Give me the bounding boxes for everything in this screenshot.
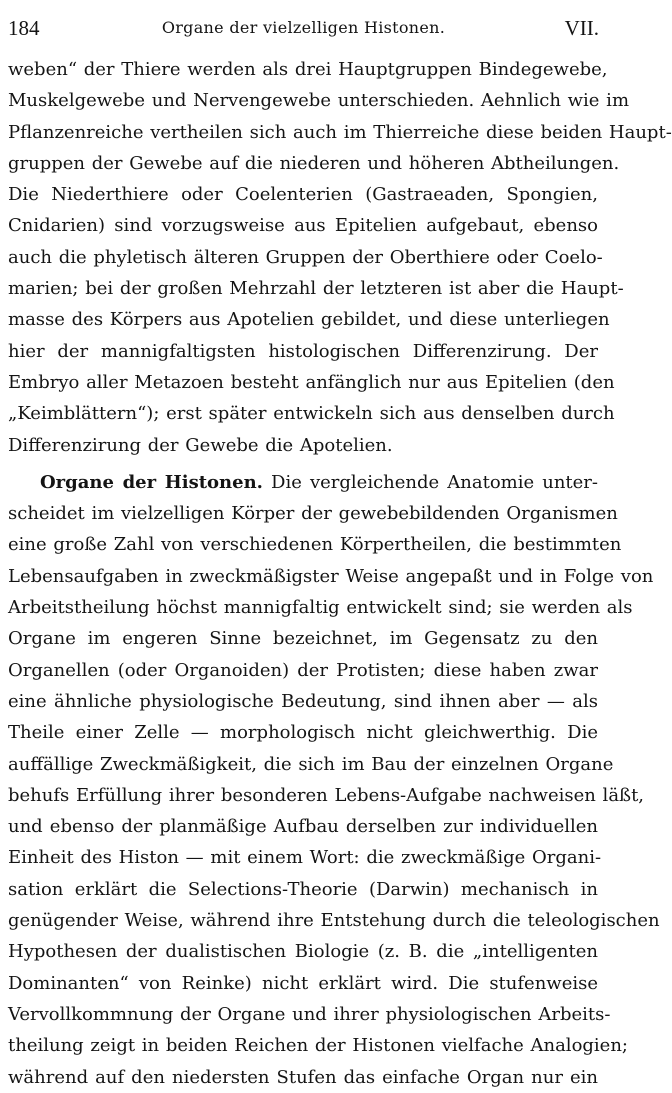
text-line: „Keimblättern“); erst später entwickeln sich aus denselben durch	[8, 403, 615, 425]
text-line: weben“ der Thiere werden als drei Hauptgruppen Bindegewebe,	[8, 59, 608, 80]
text-line: sation erklärt die Selections-Theorie (Darwin) mechanisch in	[8, 878, 598, 900]
text-line: Einheit des Histon — mit einem Wort: die zweckmäßige Organi-	[8, 847, 602, 869]
text-line: Embryo aller Metazoen besteht anfänglich nur aus Epitelien (den	[8, 371, 615, 393]
text-line: Cnidarien) sind vorzugsweise aus Epitelien aufgebaut, ebenso	[8, 215, 598, 237]
text-line: gruppen der Gewebe auf die niederen und höheren Abtheilungen.	[8, 152, 620, 174]
section-heading: Organe der Histonen.	[40, 471, 263, 493]
text-line: auch die phyletisch älteren Gruppen der Oberthiere oder Coelo-	[8, 246, 603, 268]
text-line: Dominanten“ von Reinke) nicht erklärt wird. Die stufenweise	[8, 972, 598, 994]
text-line: Die Niederthiere oder Coelenterien (Gastraeaden, Spongien,	[8, 184, 598, 206]
text-line: während auf den niedersten Stufen das einfache Organ nur ein	[8, 1066, 598, 1088]
paragraph-2	[8, 467, 660, 1093]
text-line: theilung zeigt in beiden Reichen der Histonen vielfache Analogien;	[8, 1035, 628, 1057]
text-line: Muskelgewebe und Nervengewebe unterschieden. Aehnlich wie im	[8, 90, 630, 112]
text-line: Organellen (oder Organoiden) der Protisten; diese haben zwar	[8, 659, 598, 681]
page-body	[8, 54, 672, 1093]
text-line: auffällige Zweckmäßigkeit, die sich im Bau der einzelnen Organe	[8, 753, 614, 775]
text-line: marien; bei der großen Mehrzahl der letzteren ist aber die Haupt-	[8, 278, 624, 300]
text-line: und ebenso der planmäßige Aufbau derselben zur individuellen	[8, 816, 598, 838]
text-line: Pflanzenreiche vertheilen sich auch im Thierreiche diese beiden Haupt-	[8, 121, 672, 143]
text-line: scheidet im vielzelligen Körper der gewebebildenden Organismen	[8, 503, 618, 525]
running-title: Organe der vielzelligen Histonen.	[161, 18, 446, 37]
text-line: Arbeitstheilung höchst mannigfaltig entwickelt sind; sie werden als	[8, 597, 633, 619]
heading-line	[8, 467, 598, 498]
paragraph-1	[8, 54, 672, 461]
text-line: eine große Zahl von verschiedenen Körpertheilen, die bestimmten	[8, 534, 622, 556]
page-number: 184	[8, 16, 40, 40]
heading-line-text: Die vergleichende Anatomie unter-	[271, 471, 598, 493]
text-line: Theile einer Zelle — morphologisch nicht gleichwerthig. Die	[8, 722, 598, 744]
text-line: eine ähnliche physiologische Bedeutung, sind ihnen aber — als	[8, 690, 598, 712]
text-line: Organe im engeren Sinne bezeichnet, im Gegensatz zu den	[8, 628, 598, 650]
text-line: Vervollkommnung der Organe und ihrer physiologischen Arbeits-	[8, 1003, 611, 1025]
text-line: masse des Körpers aus Apotelien gebildet, und diese unterliegen	[8, 309, 610, 331]
text-line: hier der mannigfaltigsten histologischen Differenzirung. Der	[8, 340, 598, 362]
text-line: Differenzirung der Gewebe die Apotelien.	[8, 434, 393, 456]
text-line: Hypothesen der dualistischen Biologie (z. B. die „intelligenten	[8, 941, 598, 963]
chapter-number: VII.	[564, 16, 599, 40]
text-line: behufs Erfüllung ihrer besonderen Lebens-Aufgabe nachweisen läßt,	[8, 784, 645, 806]
page-header	[0, 6, 607, 46]
text-line: Lebensaufgaben in zweckmäßigster Weise angepaßt und in Folge von	[8, 565, 654, 587]
text-line: genügender Weise, während ihre Entstehung durch die teleologischen	[8, 910, 660, 932]
